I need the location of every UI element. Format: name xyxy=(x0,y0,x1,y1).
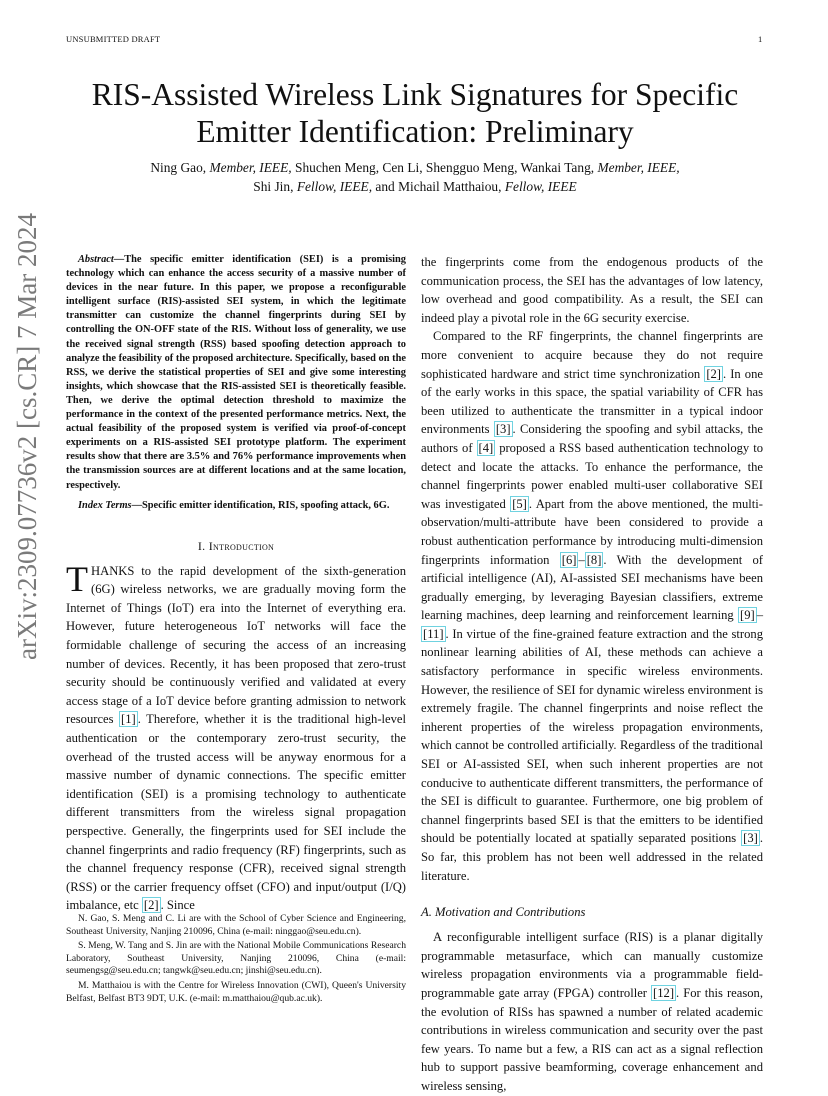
citation-link[interactable]: [1] xyxy=(121,712,136,727)
citation-link[interactable]: [12] xyxy=(653,985,675,1000)
footnote-affiliation: M. Matthaiou is with the Centre for Wireless Innovation (CWI), Queen's University Belfast, Belfast BT3 9DT, U.K. (e-mail: m.matthaiou@qub.ac.uk). xyxy=(66,979,406,1004)
title-line-2: Emitter Identification: Preliminary xyxy=(196,114,634,149)
body-paragraph: the fingerprints come from the endogenous products of the communication process, the SEI has the advantages of low latency, low overhead and good compatibility. As a result, the SEI can indeed play a pivotal role in the 6G security exercise. xyxy=(421,255,763,325)
drop-cap: T xyxy=(66,558,88,599)
footnote-affiliation: S. Meng, W. Tang and S. Jin are with the National Mobile Communications Research Laboratory, Southeast University, Nanjing 210096, China (e-mail: seumengsg@seu.edu.cn; tangwk@seu.edu.cn; jinshi@seu.edu.cn). xyxy=(66,940,406,977)
authors-line-1: Ning Gao, Member, IEEE, Shuchen Meng, Cen Li, Shengguo Meng, Wankai Tang, Member, IEEE, xyxy=(150,160,680,175)
index-terms xyxy=(66,499,406,513)
citation-link[interactable]: [3] xyxy=(743,831,758,846)
page-number: 1 xyxy=(758,34,763,44)
citation-link[interactable]: [5] xyxy=(512,496,527,511)
citation-link[interactable]: [2] xyxy=(143,898,159,913)
index-terms-lead: Index Terms xyxy=(78,499,132,511)
intro-paragraph xyxy=(66,558,407,915)
citation-link[interactable]: [3] xyxy=(495,422,511,437)
authors-line-2: Shi Jin, Fellow, IEEE, and Michail Matthaiou, Fellow, IEEE xyxy=(253,179,577,194)
citation-link[interactable]: [4] xyxy=(478,440,494,455)
intro-paragraph-text: HANKS to the rapid development of the sixth-generation (6G) wireless networks, we are gradually moving form the Internet of Things (IoT) era into the Internet of everything era. However, future heterogeneous IoT networks will face the formidable challenge of securing the access of an increasing number of devices. Recently, it has been proposed that zero-trust security should be continuously verified and validated at every access stage of a IoT device before granting admission to network resources [1] . Therefore, whether it is the traditional high-level authentication or the contemporary zero-trust security, the overhead of the trusted access will be anyway enormous for a massive number of dynamic connections. The specific emitter identification (SEI) is a promising technology to authenticate different transmitters from the wireless signal propagation perspective. Generally, the fingerprints used for SEI include the channel fingerprints and radio frequency (RF) fingerprints, such as the channel frequency response (CFR), received signal strength (RSS) or the carrier frequency offset (CFO) and input/output (I/Q) imbalance, etc [2] . Since xyxy=(66,563,407,913)
arxiv-identifier-stamp: arXiv:2309.07736v2 [cs.CR] 7 Mar 2024 xyxy=(12,213,42,660)
index-terms-text: —Specific emitter identification, RIS, spoofing attack, 6G. xyxy=(131,499,390,511)
citation-link[interactable]: [9] xyxy=(740,608,755,623)
abstract xyxy=(66,253,406,493)
footnote-affiliation: N. Gao, S. Meng and C. Li are with the School of Cyber Science and Engineering, Southeast University, Nanjing 210096, China (e-mail: ninggao@seu.edu.cn). xyxy=(66,913,406,937)
section-title: Introduction xyxy=(208,538,275,553)
body-paragraph: Compared to the RF fingerprints, the channel fingerprints are more convenient to acquire because they do not require sophisticated hardware and strict time synchronization [2] . In one of the early works in this space, the spatial variability of CFR has been utilized to authenticate the transmitter in a typical indoor environments [3] . Considering the spoofing and sybil attacks, the authors of [4] proposed a RSS based authentication technology to detect and locate the attacks. To enhance the performance, the channel fingerprints power enabled multi-user collaborative SEI was investigated [5] . Apart from the above mentioned, the multi-observation/multi-attribute have been considered to provide a robust authentication performance by introducing multi-dimension fingerprints information [6] – [8] . With the development of artificial intelligence (AI), AI-assisted SEI mechanisms have been gradually emerging, by leveraging Bayesian classifiers, extreme learning machines, deep learning and reinforcement learning [9] –[11] . In virtue of the fine-grained feature extraction and the strong nonlinear learning abilities of AI, these methods can achieve a satisfactory performance in specific wireless environments. However, the resilience of SEI for dynamic wireless environment is extremely fragile. The channel fingerprints and noise reflect the inherent properties of the wireless propagation environments, which cannot be controlled artificially. Regardless of the traditional SEI or AI-assisted SEI, when such inherent properties are not conducive to authenticate different transmitters, the performance of the SEI is difficult to guarantee. Furthermore, one big problem of channel fingerprints based SEI is that the emitters to be identified should be potentially located at spatially separated positions [3] . So far, this problem has not been well addressed in the related literature. xyxy=(421,329,763,883)
body-paragraph: A reconfigurable intelligent surface (RIS) is a planar digitally programmable metasurface, which can manually customize wireless propagation environments via a programmable field-programmable gate array (FPGA) controller [12] . For this reason, the evolution of RISs has spawned a number of related academic contributions in wireless communication and security over the past few years. To name but a few, a RIS can act as a signal reflection hub to support passive beamforming, coverage enhancement and wireless sensing, xyxy=(421,930,763,1093)
right-column xyxy=(421,253,763,1096)
left-column xyxy=(66,253,406,915)
running-header: UNSUBMITTED DRAFT xyxy=(66,34,161,44)
section-numeral: I. xyxy=(197,538,209,553)
citation-link[interactable]: [8] xyxy=(586,552,602,567)
subsection-heading: A. Motivation and Contributions xyxy=(421,905,586,920)
citation-link[interactable]: [11] xyxy=(423,626,444,641)
section-heading-introduction xyxy=(66,539,406,554)
abstract-lead: Abstract xyxy=(78,254,114,265)
abstract-text: —The specific emitter identification (SEI) is a promising technology which can enhance the access security of a massive number of devices in the near future. In this paper, we propose a reconfigurable intelligent surface (RIS)-assisted SEI system, in which the legitimate transmitter can customize the channel fingerprints during SEI by controlling the ON-OFF state of the RIS. Without loss of generality, we use the received signal strength (RSS) based spoofing detection approach to analyze the feasibility of the proposed architecture. Specifically, based on the RSS, we derive the statistical properties of SEI and give some interesting insights, which showcase that the RIS-assisted SEI is theoretically feasible. Then, we derive the optimal detection threshold to maximize the performance in the context of the presented performance metrics. Next, the actual feasibility of the proposed system is verified via proof-of-concept experiments on a RIS-assisted SEI prototype platform. The experiment results show that there are 3.5% and 76% performance improvements when the transmission sources are at different locations and at the same location, respectively. xyxy=(66,254,406,491)
title-line-1: RIS-Assisted Wireless Link Signatures for Specific xyxy=(91,77,739,112)
citation-link[interactable]: [2] xyxy=(706,366,721,381)
author-list xyxy=(40,158,790,196)
citation-link[interactable]: [6] xyxy=(561,552,577,567)
paper-title xyxy=(40,76,790,150)
footnotes xyxy=(66,913,406,1007)
